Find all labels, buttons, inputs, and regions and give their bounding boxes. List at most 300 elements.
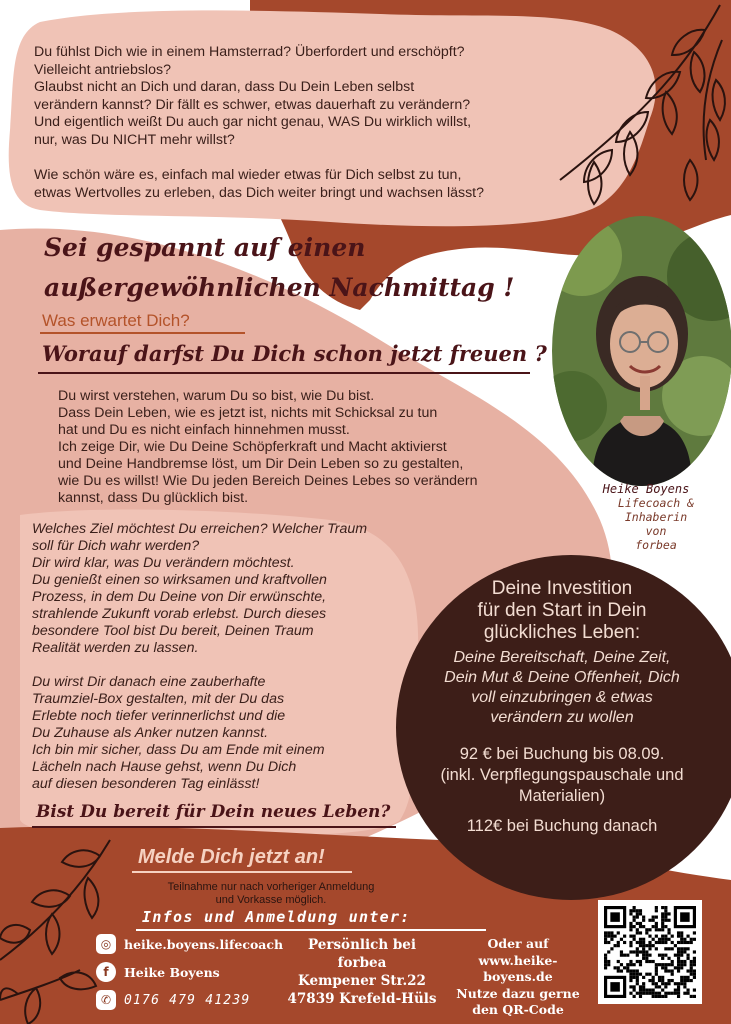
- qr-module: [655, 909, 658, 912]
- qr-module: [686, 935, 689, 938]
- qr-module: [648, 935, 651, 938]
- qr-module: [639, 909, 642, 912]
- qr-module: [658, 954, 661, 957]
- qr-module: [693, 973, 696, 976]
- qr-module: [642, 925, 645, 928]
- qr-module: [667, 992, 670, 995]
- qr-module: [639, 988, 642, 991]
- qr-module: [636, 969, 639, 972]
- qr-module: [655, 925, 658, 928]
- process-line: Erlebte noch tiefer verinnerlichst und die: [32, 708, 286, 724]
- qr-module: [674, 954, 677, 957]
- qr-module: [652, 988, 655, 991]
- process-line: auf diesen besonderen Tag einlässt!: [32, 776, 260, 792]
- qr-module: [617, 944, 620, 947]
- qr-module: [648, 944, 651, 947]
- qr-module: [658, 963, 661, 966]
- qr-module: [674, 966, 677, 969]
- qr-module: [683, 960, 686, 963]
- qr-module: [677, 995, 680, 998]
- qr-module: [661, 979, 664, 982]
- qr-module: [607, 935, 610, 938]
- qr-module: [683, 941, 686, 944]
- qr-module: [610, 947, 613, 950]
- online-line: Oder auf: [487, 936, 549, 951]
- qr-module: [636, 931, 639, 934]
- qr-module: [639, 938, 642, 941]
- qr-module: [629, 928, 632, 931]
- qr-module: [623, 966, 626, 969]
- qr-module: [655, 992, 658, 995]
- qr-module: [693, 963, 696, 966]
- qr-module: [671, 935, 674, 938]
- qr-module: [674, 982, 677, 985]
- qr-module: [645, 960, 648, 963]
- qr-module: [633, 909, 636, 912]
- investment-title-line: glückliches Leben:: [483, 622, 641, 643]
- phone-number: 0176 479 41239: [124, 992, 251, 1008]
- qr-module: [680, 931, 683, 934]
- qr-module: [607, 960, 610, 963]
- qr-module: [690, 938, 693, 941]
- qr-module: [652, 919, 655, 922]
- qr-module: [693, 960, 696, 963]
- qr-module: [639, 925, 642, 928]
- qr-module: [639, 944, 642, 947]
- qr-module: [693, 969, 696, 972]
- qr-module: [690, 995, 693, 998]
- signup-note-line: und Vorkasse möglich.: [215, 894, 327, 906]
- freuen-heading: Worauf darfst Du Dich schon jetzt freuen ?: [42, 341, 547, 366]
- qr-module: [636, 982, 639, 985]
- qr-module: [607, 963, 610, 966]
- late-price: 112€ bei Buchung danach: [466, 817, 658, 835]
- qr-module: [693, 995, 696, 998]
- qr-module: [667, 963, 670, 966]
- freuen-underline: [38, 372, 530, 374]
- address-line: Kempener Str.22: [298, 973, 426, 989]
- qr-module: [633, 995, 636, 998]
- qr-module: [652, 992, 655, 995]
- qr-module: [633, 916, 636, 919]
- qr-module: [629, 950, 632, 953]
- qr-module: [633, 973, 636, 976]
- person-role-line: forbea: [635, 538, 677, 552]
- qr-module: [604, 954, 607, 957]
- qr-module: [636, 973, 639, 976]
- qr-module: [667, 919, 670, 922]
- qr-module: [655, 947, 658, 950]
- qr-module: [655, 973, 658, 976]
- qr-module: [642, 947, 645, 950]
- qr-module: [693, 976, 696, 979]
- qr-module: [671, 960, 674, 963]
- early-price-line: 92 € bei Buchung bis 08.09.: [459, 745, 665, 763]
- qr-module: [645, 988, 648, 991]
- qr-module: [633, 925, 636, 928]
- qr-module: [642, 988, 645, 991]
- qr-module: [686, 988, 689, 991]
- qr-module: [658, 976, 661, 979]
- qr-module: [693, 938, 696, 941]
- qr-module: [655, 922, 658, 925]
- qr-module: [636, 941, 639, 944]
- phone-icon: ✆: [96, 990, 116, 1010]
- qr-module: [645, 954, 648, 957]
- qr-module: [629, 944, 632, 947]
- qr-module: [683, 982, 686, 985]
- qr-finder: [610, 912, 620, 922]
- qr-module: [652, 925, 655, 928]
- qr-module: [648, 960, 651, 963]
- qr-module: [639, 973, 642, 976]
- portrait-photo: [552, 216, 731, 486]
- qr-module: [677, 935, 680, 938]
- qr-module: [680, 966, 683, 969]
- qr-module: [633, 938, 636, 941]
- intro-line: verändern kannst? Dir fällt es schwer, etwas dauerhaft zu verändern?: [34, 96, 471, 113]
- qr-module: [677, 947, 680, 950]
- qr-module: [658, 928, 661, 931]
- qr-module: [636, 928, 639, 931]
- qr-module: [667, 979, 670, 982]
- qr-module: [658, 985, 661, 988]
- process-line: besondere Tool bist Du bereit, Deinen Traum: [32, 623, 314, 639]
- qr-module: [633, 950, 636, 953]
- qr-module: [648, 941, 651, 944]
- qr-module: [648, 919, 651, 922]
- qr-module: [652, 979, 655, 982]
- qr-module: [636, 947, 639, 950]
- qr-module: [671, 992, 674, 995]
- qr-module: [645, 928, 648, 931]
- facebook-contact[interactable]: [96, 962, 220, 982]
- qr-module: [610, 935, 613, 938]
- qr-module: [633, 919, 636, 922]
- qr-module: [620, 954, 623, 957]
- qr-module: [686, 992, 689, 995]
- qr-code[interactable]: [598, 900, 702, 1004]
- qr-module: [690, 941, 693, 944]
- qr-module: [633, 906, 636, 909]
- investment-title-line: Deine Investition: [491, 578, 633, 599]
- qr-module: [629, 935, 632, 938]
- qr-module: [667, 931, 670, 934]
- qr-module: [629, 985, 632, 988]
- process-line: Dir wird klar, was Du verändern möchtest.: [32, 555, 295, 571]
- investment-sub-line: verändern zu wollen: [490, 709, 634, 726]
- qr-module: [607, 950, 610, 953]
- qr-module: [667, 947, 670, 950]
- qr-module: [661, 966, 664, 969]
- qr-module: [648, 947, 651, 950]
- instagram-contact[interactable]: [96, 934, 283, 954]
- facebook-icon: f: [96, 962, 116, 982]
- qr-module: [664, 985, 667, 988]
- investment-text: [412, 578, 712, 837]
- benefit-line: Dass Dein Leben, wie es jetzt ist, nichts mit Schicksal zu tun: [58, 405, 438, 421]
- qr-module: [645, 944, 648, 947]
- qr-module: [661, 928, 664, 931]
- process-line: Welches Ziel möchtest Du erreichen? Welcher Traum: [32, 521, 368, 537]
- benefit-line: wie Du es willst! Wie Du jeden Bereich Deines Lebes so verändern: [58, 473, 478, 489]
- phone-contact[interactable]: [96, 990, 250, 1010]
- qr-module: [626, 963, 629, 966]
- qr-module: [633, 963, 636, 966]
- ready-heading: Bist Du bereit für Dein neues Leben?: [36, 802, 391, 822]
- qr-module: [667, 912, 670, 915]
- qr-module: [686, 941, 689, 944]
- qr-module: [610, 938, 613, 941]
- qr-module: [620, 969, 623, 972]
- qr-module: [629, 909, 632, 912]
- signup-cta-underline: [132, 871, 352, 873]
- early-price-line: (inkl. Verpflegungspauschale und: [440, 766, 684, 784]
- intro-line: Wie schön wäre es, einfach mal wieder etwas für Dich selbst zu tun,: [34, 167, 462, 184]
- qr-module: [633, 985, 636, 988]
- qr-module: [683, 985, 686, 988]
- qr-module: [661, 912, 664, 915]
- qr-module: [680, 938, 683, 941]
- qr-module: [639, 941, 642, 944]
- qr-module: [645, 931, 648, 934]
- online-line: den QR-Code: [472, 1002, 564, 1017]
- info-underline: [136, 929, 486, 931]
- qr-module: [674, 944, 677, 947]
- qr-module: [661, 916, 664, 919]
- qr-module: [629, 976, 632, 979]
- qr-module: [661, 925, 664, 928]
- qr-module: [623, 935, 626, 938]
- process-line: Ich bin mir sicher, dass Du am Ende mit einem: [32, 742, 325, 758]
- facebook-name: Heike Boyens: [124, 964, 220, 980]
- signup-note: [128, 881, 414, 907]
- process-line: soll für Dich wahr werden?: [32, 538, 200, 554]
- intro-line: Vielleicht antriebslos?: [34, 61, 171, 78]
- investment-sub-line: Dein Mut & Deine Offenheit, Dich: [444, 669, 680, 686]
- qr-module: [639, 931, 642, 934]
- visit-address: [282, 936, 442, 1008]
- person-name: Heike Boyens: [602, 482, 690, 496]
- qr-module: [658, 979, 661, 982]
- qr-module: [671, 963, 674, 966]
- qr-module: [652, 976, 655, 979]
- intro-text: [34, 44, 574, 202]
- signup-cta: Melde Dich jetzt an!: [138, 846, 325, 868]
- qr-module: [655, 963, 658, 966]
- qr-module: [661, 963, 664, 966]
- qr-module: [677, 969, 680, 972]
- qr-module: [604, 938, 607, 941]
- qr-module: [639, 922, 642, 925]
- qr-module: [664, 966, 667, 969]
- qr-module: [629, 941, 632, 944]
- intro-line: Du fühlst Dich wie in einem Hamsterrad? Überfordert und erschöpft?: [34, 44, 465, 60]
- qr-finder: [610, 982, 620, 992]
- qr-module: [639, 995, 642, 998]
- process-line: Realität werden zu lassen.: [32, 640, 199, 656]
- qr-module: [604, 957, 607, 960]
- qr-module: [636, 954, 639, 957]
- qr-module: [633, 976, 636, 979]
- qr-module: [636, 979, 639, 982]
- qr-module: [664, 963, 667, 966]
- qr-module: [671, 979, 674, 982]
- qr-module: [674, 992, 677, 995]
- qr-module: [661, 995, 664, 998]
- qr-module: [693, 957, 696, 960]
- online-line: Nutze dazu gerne: [456, 985, 580, 1001]
- qr-module: [648, 928, 651, 931]
- qr-module: [604, 963, 607, 966]
- qr-module: [652, 995, 655, 998]
- qr-module: [680, 947, 683, 950]
- qr-module: [648, 954, 651, 957]
- qr-module: [655, 916, 658, 919]
- qr-module: [683, 992, 686, 995]
- ready-underline: [32, 826, 396, 828]
- person-role-line: Inhaberin: [624, 510, 688, 524]
- process-spacer: [32, 657, 412, 674]
- qr-module: [655, 906, 658, 909]
- investment-title: [412, 578, 712, 644]
- qr-module: [633, 988, 636, 991]
- qr-module: [645, 957, 648, 960]
- qr-module: [680, 982, 683, 985]
- address-line: 47839 Krefeld-Hüls: [287, 991, 437, 1007]
- qr-module: [664, 935, 667, 938]
- headline-line-2: außergewöhnlichen Nachmittag !: [44, 273, 515, 302]
- qr-module: [690, 966, 693, 969]
- qr-module: [677, 982, 680, 985]
- person-role-line: von: [645, 524, 667, 538]
- qr-module: [639, 960, 642, 963]
- qr-module: [690, 969, 693, 972]
- qr-module: [661, 957, 664, 960]
- qr-module: [677, 963, 680, 966]
- qr-module: [642, 919, 645, 922]
- qr-module: [667, 938, 670, 941]
- qr-module: [677, 992, 680, 995]
- qr-module: [652, 938, 655, 941]
- qr-module: [648, 992, 651, 995]
- qr-module: [642, 938, 645, 941]
- instagram-handle: heike.boyens.lifecoach: [124, 936, 284, 952]
- intro-line: nur, was Du NICHT mehr willst?: [34, 131, 235, 148]
- qr-module: [686, 976, 689, 979]
- qr-module: [655, 928, 658, 931]
- qr-module: [614, 966, 617, 969]
- process-line: Du Zuhause als Anker nutzen kannst.: [32, 725, 269, 741]
- qr-module: [680, 976, 683, 979]
- qr-module: [661, 976, 664, 979]
- qr-module: [617, 966, 620, 969]
- qr-module: [674, 988, 677, 991]
- qr-module: [636, 909, 639, 912]
- qr-module: [623, 941, 626, 944]
- qr-module: [664, 906, 667, 909]
- qr-module: [607, 931, 610, 934]
- qr-module: [661, 935, 664, 938]
- benefit-line: Du wirst verstehen, warum Du so bist, wie Du bist.: [58, 388, 375, 404]
- qr-module: [623, 954, 626, 957]
- qr-module: [636, 922, 639, 925]
- benefit-line: hat und Du es nicht einfach hinnehmen musst.: [58, 422, 350, 438]
- qr-module: [671, 969, 674, 972]
- qr-module: [604, 960, 607, 963]
- qr-module: [677, 950, 680, 953]
- qr-module: [686, 957, 689, 960]
- address-line: Persönlich bei forbea: [307, 937, 417, 971]
- qr-module: [690, 963, 693, 966]
- qr-module: [664, 992, 667, 995]
- qr-module: [671, 973, 674, 976]
- qr-module: [680, 950, 683, 953]
- qr-module: [680, 979, 683, 982]
- process-text: [32, 521, 412, 793]
- qr-module: [642, 916, 645, 919]
- qr-module: [604, 931, 607, 934]
- qr-module: [677, 985, 680, 988]
- qr-module: [655, 969, 658, 972]
- website-link[interactable]: www.heike-boyens.de: [478, 952, 558, 984]
- qr-module: [629, 925, 632, 928]
- qr-module: [655, 935, 658, 938]
- intro-line: Glaubst nicht an Dich und daran, dass Du Dein Leben selbst: [34, 79, 415, 96]
- qr-module: [683, 947, 686, 950]
- qr-module: [629, 922, 632, 925]
- qr-module: [633, 935, 636, 938]
- qr-module: [690, 973, 693, 976]
- qr-module: [620, 950, 623, 953]
- qr-module: [636, 950, 639, 953]
- expect-heading: Was erwartet Dich?: [42, 311, 190, 330]
- qr-module: [626, 954, 629, 957]
- benefits-text: [58, 388, 538, 507]
- qr-module: [661, 906, 664, 909]
- qr-module: [664, 947, 667, 950]
- early-price-line: Materialien): [518, 787, 606, 805]
- qr-module: [664, 925, 667, 928]
- qr-module: [683, 938, 686, 941]
- qr-module: [671, 947, 674, 950]
- expect-underline: [40, 332, 245, 334]
- qr-module: [633, 969, 636, 972]
- qr-module: [629, 992, 632, 995]
- headline: [44, 228, 514, 308]
- qr-module: [639, 950, 642, 953]
- qr-module: [686, 969, 689, 972]
- qr-module: [642, 982, 645, 985]
- early-price: [412, 744, 712, 807]
- qr-module: [652, 982, 655, 985]
- qr-module: [636, 992, 639, 995]
- qr-module: [677, 988, 680, 991]
- qr-module: [645, 950, 648, 953]
- qr-module: [614, 944, 617, 947]
- qr-module: [680, 954, 683, 957]
- qr-module: [639, 963, 642, 966]
- qr-module: [693, 988, 696, 991]
- qr-module: [617, 941, 620, 944]
- process-line: Du wirst Dir danach eine zauberhafte: [32, 674, 266, 690]
- qr-module: [661, 982, 664, 985]
- qr-module: [655, 966, 658, 969]
- qr-module: [652, 960, 655, 963]
- qr-module: [607, 941, 610, 944]
- qr-module: [680, 960, 683, 963]
- qr-module: [639, 912, 642, 915]
